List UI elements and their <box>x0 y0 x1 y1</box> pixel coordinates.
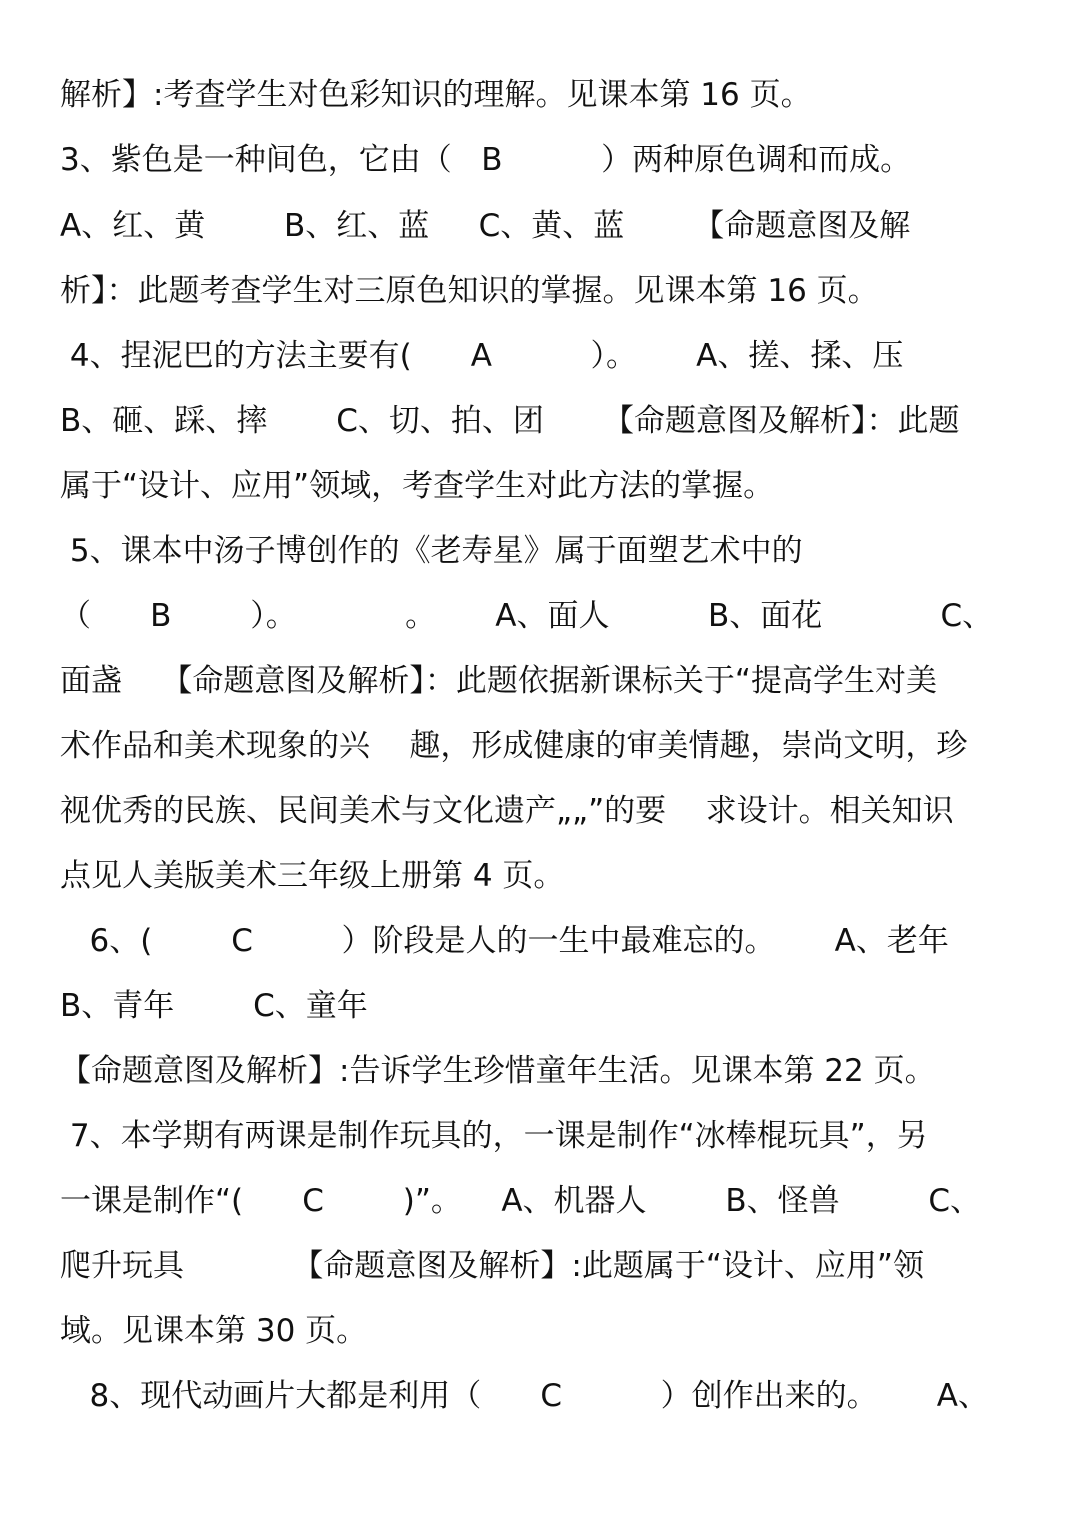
question-6-analysis: 【命题意图及解析】:告诉学生珍惜童年生活。见课本第 22 页。 <box>60 1053 936 1089</box>
question-6: 6、( C ）阶段是人的一生中最难忘的。 A、老年 <box>60 923 949 959</box>
question-3-options: A、红、黄 B、红、蓝 C、黄、蓝 【命题意图及解 <box>60 208 911 244</box>
question-7: 7、本学期有两课是制作玩具的，一课是制作“冰棒棍玩具”，另 <box>60 1118 928 1154</box>
question-5-analysis: 面盏 【命题意图及解析】：此题依据新课标关于“提高学生对美 <box>60 663 937 699</box>
question-7-options: 一课是制作“( C )”。 A、机器人 B、怪兽 C、 <box>60 1183 981 1219</box>
question-5-analysis-cont: 视优秀的民族、民间美术与文化遗产„„”的要 求设计。相关知识 <box>60 793 954 829</box>
question-8: 8、现代动画片大都是利用（ C ）创作出来的。 A、 <box>60 1378 989 1414</box>
question-5: 5、课本中汤子博创作的《老寿星》属于面塑艺术中的 <box>60 533 803 569</box>
question-4: 4、捏泥巴的方法主要有( A ）。 A、搓、揉、压 <box>60 338 904 374</box>
text-line: 解析】:考查学生对色彩知识的理解。见课本第 16 页。 <box>60 77 812 113</box>
question-5-analysis-cont: 术作品和美术现象的兴 趣，形成健康的审美情趣，崇尚文明，珍 <box>60 728 968 764</box>
question-3: 3、紫色是一种间色，它由（ B ）两种原色调和而成。 <box>60 142 912 178</box>
question-5-options: （ B ）。 。 A、面人 B、面花 C、 <box>60 598 994 634</box>
question-7-analysis-cont: 域。见课本第 30 页。 <box>60 1313 368 1349</box>
question-6-options: B、青年 C、童年 <box>60 988 368 1024</box>
question-4-options: B、砸、踩、摔 C、切、拍、团 【命题意图及解析】：此题 <box>60 403 960 439</box>
question-7-analysis: 爬升玩具 【命题意图及解析】:此题属于“设计、应用”领 <box>60 1248 924 1284</box>
question-3-analysis: 析】：此题考查学生对三原色知识的掌握。见课本第 16 页。 <box>60 273 879 309</box>
question-4-analysis: 属于“设计、应用”领域，考查学生对此方法的掌握。 <box>60 468 775 504</box>
question-5-analysis-cont: 点见人美版美术三年级上册第 4 页。 <box>60 858 565 894</box>
